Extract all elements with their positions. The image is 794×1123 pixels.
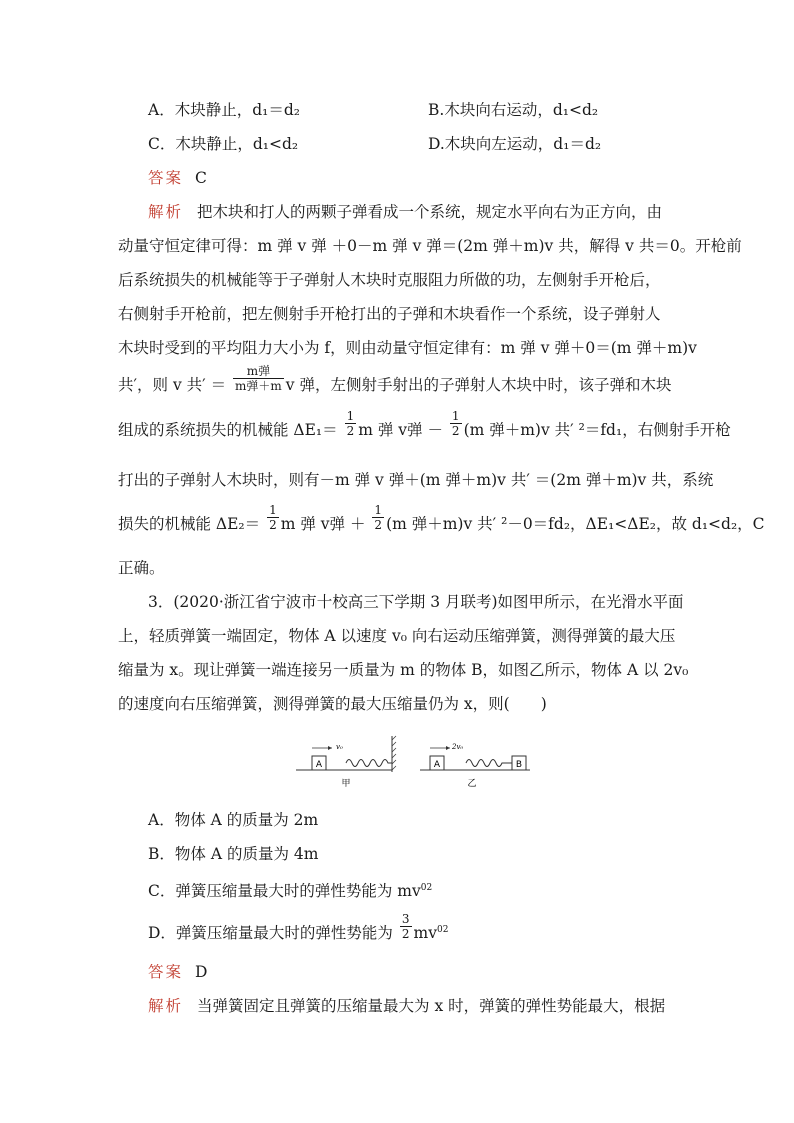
- answer-label: 答案: [148, 169, 184, 187]
- q2-option-d: D.木块向左运动，d₁＝d₂: [428, 135, 602, 153]
- fraction-numerator: m弹: [233, 364, 284, 379]
- q3-option-a: A．物体 A 的质量为 2m: [148, 811, 319, 829]
- q3-stem-line-3: 缩量为 x。现让弹簧一端连接另一质量为 m 的物体 B，如图乙所示，物体 A 以 2v₀: [118, 661, 689, 679]
- fraction-half: [345, 409, 357, 438]
- text-segment: ，左侧射手射出的子弹射人木块中时，该子弹和木块: [314, 376, 672, 394]
- fraction-mass-ratio: [233, 364, 284, 393]
- fraction-numerator: 3: [401, 911, 410, 926]
- analysis-text: 当弹簧固定且弹簧的压缩量最大为 x 时，弹簧的弹性势能最大，根据: [197, 997, 666, 1015]
- q3-option-c: C．弹簧压缩量最大时的弹性势能为 $mv^{02}$: [148, 882, 433, 901]
- text-segment: mv: [413, 924, 437, 943]
- q2-analysis-line-8: 打出的子弹射人木块时，则有－m 弹 v 弹＋(m 弹＋m)v 共′ ＝(2m 弹＋m)v 共，系统: [118, 471, 714, 489]
- answer-label: 答案: [148, 963, 184, 981]
- fraction-numerator: 1: [374, 502, 383, 517]
- wall-hatching: [392, 736, 396, 770]
- q3-stem-line-1: 3．(2020·浙江省宁波市十校高三下学期 3 月联考)如图甲所示，在光滑水平面: [148, 593, 684, 611]
- text-segment: v 弹: [285, 376, 315, 394]
- text-segment: m 弹 v弹 ＋: [280, 515, 366, 533]
- q3-option-b: B．物体 A 的质量为 4m: [148, 845, 319, 863]
- text-segment: C．弹簧压缩量最大时的弹性势能为 mv: [148, 882, 421, 901]
- spring: [346, 760, 392, 767]
- velocity-label: v₀: [336, 743, 343, 751]
- analysis-text: 把木块和打人的两颗子弹看成一个系统，规定水平向右为正方向，由: [197, 203, 663, 221]
- caption-yi: 乙: [467, 779, 477, 789]
- fraction-denominator: 2: [451, 423, 460, 438]
- q2-option-a: A．木块静止，d₁＝d₂: [148, 101, 300, 119]
- q2-analysis-line-2: 动量守恒定律可得：m 弹 v 弹 ＋0－m 弹 v 弹＝(2m 弹＋m)v 共，解得 v 共＝0。开枪前: [118, 237, 742, 255]
- q2-analysis-line-10: 正确。: [118, 559, 165, 577]
- fraction-half: [267, 503, 279, 532]
- q2-analysis-line-5: 木块时受到的平均阻力大小为 f，则由动量守恒定律有：m 弹 v 弹＋0＝(m 弹＋m)v: [118, 339, 697, 357]
- q2-option-c: C．木块静止，d₁<d₂: [148, 135, 299, 153]
- caption-jia: 甲: [341, 779, 351, 789]
- block-b-label: B: [515, 760, 523, 770]
- text-segment: 共′，则 v 共′ ＝: [118, 376, 227, 394]
- text-segment: 损失的机械能 ΔE₂＝: [118, 515, 261, 533]
- q2-option-b: B.木块向右运动，d₁<d₂: [428, 101, 599, 119]
- fraction-half: [372, 503, 384, 532]
- block-a-label: A: [315, 760, 323, 770]
- q2-analysis-line-4: 右侧射手开枪前，把左侧射手开枪打出的子弹和木块看作一个系统，设子弹射人: [118, 305, 661, 323]
- answer-value: D: [195, 963, 208, 981]
- arrow-head: [446, 746, 450, 750]
- fraction-denominator: 2: [401, 926, 410, 941]
- analysis-label: 解析: [148, 997, 184, 1015]
- fraction-denominator: m弹＋m: [235, 378, 282, 393]
- text-segment: 组成的系统损失的机械能 ΔE₁＝: [118, 421, 338, 439]
- q2-analysis-line-6: [118, 363, 678, 395]
- q3-stem-line-2: 上，轻质弹簧一端固定，物体 A 以速度 v₀ 向右运动压缩弹簧，测得弹簧的最大压: [118, 627, 676, 645]
- answer-value: C: [195, 169, 207, 187]
- q2-answer: [148, 168, 708, 188]
- fraction-denominator: 2: [374, 517, 383, 532]
- fraction-three-halves: [400, 912, 412, 941]
- text-segment: D．弹簧压缩量最大时的弹性势能为: [148, 924, 393, 943]
- text-segment: (m 弹＋m)v 共′ ²－0＝fd₂，ΔE₁<ΔE₂，故 d₁<d₂，C: [386, 515, 765, 533]
- q3-analysis-line-1: [148, 996, 708, 1016]
- q2-analysis-line-7: [118, 408, 731, 440]
- velocity-label: 2v₀: [452, 743, 464, 751]
- text-segment: (m 弹＋m)v 共′ ²＝fd₁，右侧射手开枪: [463, 421, 731, 439]
- block-a-label: A: [433, 760, 441, 770]
- analysis-label: 解析: [148, 203, 184, 221]
- arrow-head: [328, 746, 332, 750]
- q3-answer: [148, 962, 708, 982]
- spring: [466, 760, 512, 767]
- q2-analysis-line-1: [148, 202, 708, 222]
- fraction-numerator: 1: [346, 408, 355, 423]
- fraction-numerator: 1: [269, 502, 277, 517]
- q3-stem-line-4: 的速度向右压缩弹簧，测得弹簧的最大压缩量仍为 x，则( ): [118, 695, 547, 713]
- fraction-numerator: 1: [451, 408, 460, 423]
- q3-option-d: D．弹簧压缩量最大时的弹性势能为 $\frac{3}{2}$ $mv^{02}$: [148, 911, 449, 943]
- q2-analysis-line-9: [118, 502, 765, 534]
- fraction-denominator: 2: [269, 517, 277, 532]
- fraction-half: [450, 409, 462, 438]
- text-segment: m 弹 v弹 －: [358, 421, 443, 439]
- spring-figure: [292, 728, 532, 790]
- fraction-denominator: 2: [346, 423, 355, 438]
- q2-analysis-line-3: 后系统损失的机械能等于子弹射人木块时克服阻力所做的功，左侧射手开枪后，: [118, 271, 661, 289]
